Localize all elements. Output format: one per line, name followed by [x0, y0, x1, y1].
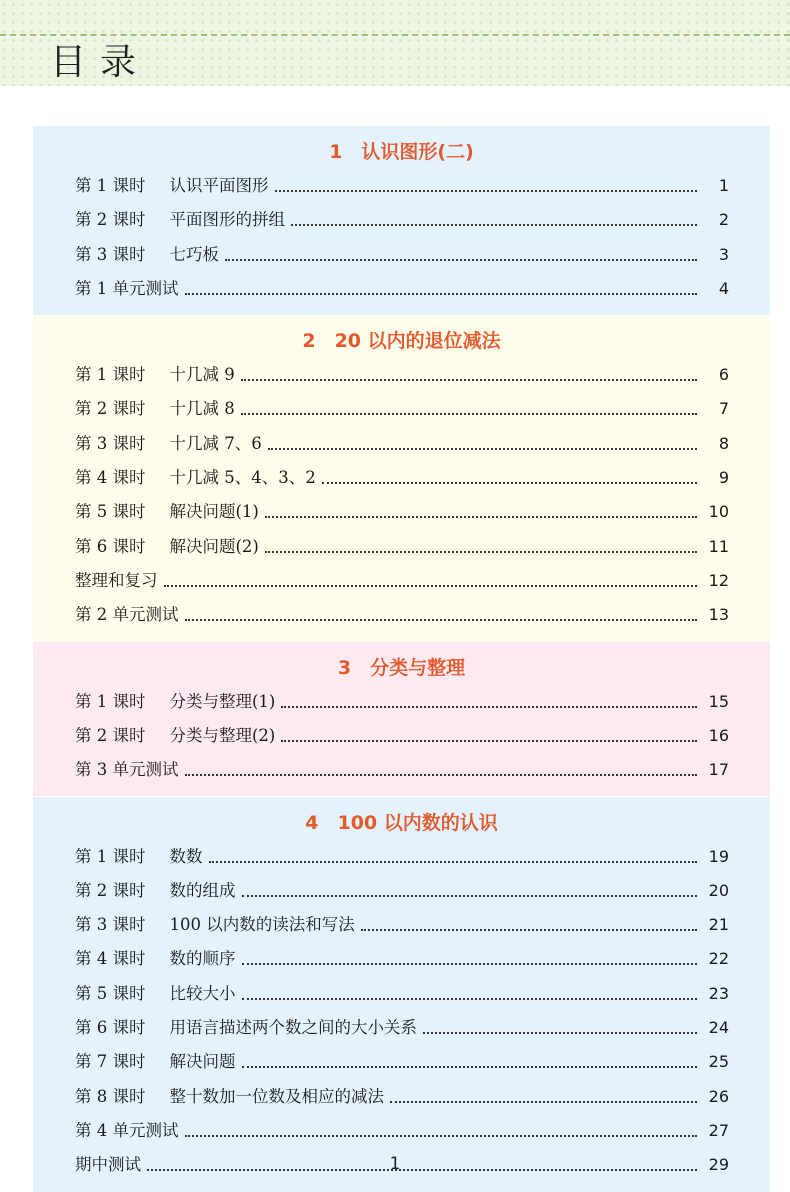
topic-label: 期中测试	[75, 1155, 141, 1175]
page-ref: 11	[708, 536, 729, 556]
toc-entry[interactable]	[75, 464, 729, 492]
section-3	[33, 642, 770, 797]
lesson-label: 第 3 课时	[75, 915, 146, 935]
page-ref: 22	[708, 949, 729, 969]
toc-entry[interactable]	[75, 395, 729, 423]
topic-label: 整理和复习	[75, 570, 158, 590]
toc-entry[interactable]	[75, 877, 729, 905]
lesson-label: 第 2 课时	[75, 399, 146, 419]
page-ref: 19	[708, 846, 729, 866]
page-ref: 8	[718, 433, 729, 453]
toc-entry[interactable]	[75, 722, 729, 750]
lesson-label: 第 1 课时	[75, 691, 146, 711]
section-2	[33, 315, 770, 641]
page-title: 目录	[50, 42, 151, 83]
page-ref: 6	[718, 365, 729, 385]
toc-entry[interactable]	[75, 688, 729, 716]
section-title: 4 100 以内数的认识	[305, 811, 498, 834]
dot-leader	[185, 1135, 698, 1137]
lesson-label: 第 1 课时	[75, 365, 146, 385]
lesson-label: 第 2 课时	[75, 725, 146, 745]
dot-leader	[322, 482, 697, 484]
dot-leader	[242, 895, 698, 897]
topic-label: 解决问题(1)	[169, 502, 259, 522]
dot-leader	[185, 774, 698, 776]
page-ref: 2	[718, 210, 729, 230]
toc-entry[interactable]	[75, 533, 729, 561]
toc-entry[interactable]	[75, 601, 729, 629]
toc-entry[interactable]	[75, 945, 729, 973]
topic-label: 比较大小	[169, 983, 236, 1003]
topic-label: 平面图形的拼组	[169, 210, 285, 230]
dot-leader	[242, 1066, 698, 1068]
topic-label: 认识平面图形	[169, 176, 269, 195]
page-ref: 27	[708, 1120, 729, 1140]
toc-entry[interactable]	[75, 172, 729, 200]
page-ref: 26	[708, 1086, 729, 1106]
dot-leader	[281, 706, 697, 708]
toc-entry[interactable]	[75, 1083, 729, 1111]
dot-leader	[164, 585, 698, 587]
section-title: 2 20 以内的退位减法	[302, 330, 501, 353]
page-ref: 24	[708, 1018, 729, 1037]
topic-label: 七巧板	[169, 244, 219, 264]
toc-entry[interactable]	[75, 275, 729, 303]
toc-entry[interactable]	[75, 843, 729, 871]
lesson-label: 第 6 课时	[75, 536, 146, 556]
lesson-label: 第 2 课时	[75, 210, 146, 230]
dot-leader	[268, 448, 697, 450]
lesson-label: 第 3 课时	[75, 244, 146, 264]
page-ref: 4	[718, 278, 729, 298]
lesson-label: 第 1 课时	[75, 176, 146, 195]
page-number: 1	[389, 1154, 401, 1174]
dot-leader	[185, 619, 698, 621]
toc-entry[interactable]	[75, 567, 729, 595]
topic-label: 解决问题	[169, 1052, 236, 1072]
dot-leader	[275, 190, 698, 192]
topic-label: 第 1 单元测试	[75, 278, 179, 298]
dot-leader	[241, 379, 697, 381]
toc-entry[interactable]	[75, 498, 729, 526]
topic-label: 用语言描述两个数之间的大小关系	[169, 1018, 417, 1037]
dot-leader	[242, 963, 698, 965]
topic-label: 解决问题(2)	[169, 536, 259, 556]
page-ref: 16	[708, 725, 729, 745]
topic-label: 100 以内数的读法和写法	[169, 915, 355, 935]
page-ref: 15	[708, 691, 729, 711]
topic-label: 第 2 单元测试	[75, 605, 179, 625]
toc-entry[interactable]	[75, 1014, 729, 1042]
page-ref: 7	[718, 399, 729, 419]
page-ref: 1	[718, 176, 729, 195]
page-ref: 12	[708, 570, 729, 590]
section-title: 1 认识图形(二)	[329, 141, 474, 163]
topic-label: 十几减 7、6	[169, 433, 262, 453]
page-ref: 23	[708, 983, 729, 1003]
dot-leader	[242, 998, 698, 1000]
dot-leader	[265, 516, 697, 518]
section-title: 3 分类与整理	[337, 656, 466, 679]
toc-entry[interactable]	[75, 206, 729, 234]
page-ref: 29	[708, 1155, 729, 1175]
lesson-label: 第 4 课时	[75, 468, 146, 488]
toc-entry[interactable]	[75, 756, 729, 784]
topic-label: 数数	[169, 846, 203, 866]
dot-leader	[390, 1101, 697, 1103]
lesson-label: 第 5 课时	[75, 983, 146, 1003]
topic-label: 十几减 5、4、3、2	[169, 468, 316, 488]
section-4	[33, 797, 770, 1192]
lesson-label: 第 6 课时	[75, 1018, 146, 1037]
topic-label: 分类与整理(1)	[169, 691, 276, 711]
dot-leader	[209, 861, 698, 863]
header-banner	[0, 0, 790, 86]
page-ref: 10	[708, 502, 729, 522]
lesson-label: 第 8 课时	[75, 1086, 146, 1106]
dot-leader	[291, 224, 697, 226]
dot-leader	[241, 413, 697, 415]
lesson-label: 第 1 课时	[75, 846, 146, 866]
page-ref: 21	[708, 915, 729, 935]
dot-leader	[361, 929, 697, 931]
toc-entry[interactable]	[75, 361, 729, 389]
topic-label: 第 4 单元测试	[75, 1120, 179, 1140]
toc-entry[interactable]	[75, 911, 729, 939]
toc-entry[interactable]	[75, 1117, 729, 1145]
page-ref: 25	[708, 1052, 729, 1072]
topic-label: 整十数加一位数及相应的减法	[169, 1086, 384, 1106]
topic-label: 十几减 8	[169, 399, 235, 419]
toc-entry[interactable]	[75, 241, 729, 269]
page-ref: 17	[708, 760, 729, 780]
dot-leader	[423, 1032, 697, 1034]
page-ref: 20	[708, 880, 729, 900]
lesson-label: 第 3 课时	[75, 433, 146, 453]
toc-entry[interactable]	[75, 980, 729, 1008]
lesson-label: 第 7 课时	[75, 1052, 146, 1072]
toc-entry[interactable]	[75, 1048, 729, 1076]
topic-label: 第 3 单元测试	[75, 760, 179, 780]
topic-label: 十几减 9	[169, 365, 235, 385]
lesson-label: 第 5 课时	[75, 502, 146, 522]
dot-leader	[281, 740, 697, 742]
topic-label: 数的顺序	[169, 949, 236, 969]
dot-leader	[185, 293, 698, 295]
topic-label: 数的组成	[169, 880, 236, 900]
topic-label: 分类与整理(2)	[169, 725, 276, 745]
lesson-label: 第 4 课时	[75, 949, 146, 969]
section-1	[33, 126, 770, 315]
page-ref: 9	[718, 468, 729, 488]
page-ref: 13	[708, 605, 729, 625]
page-ref: 3	[718, 244, 729, 264]
table-of-contents	[33, 126, 770, 1175]
lesson-label: 第 2 课时	[75, 880, 146, 900]
toc-entry[interactable]	[75, 430, 729, 458]
dot-leader	[225, 259, 697, 261]
dot-leader	[265, 551, 697, 553]
